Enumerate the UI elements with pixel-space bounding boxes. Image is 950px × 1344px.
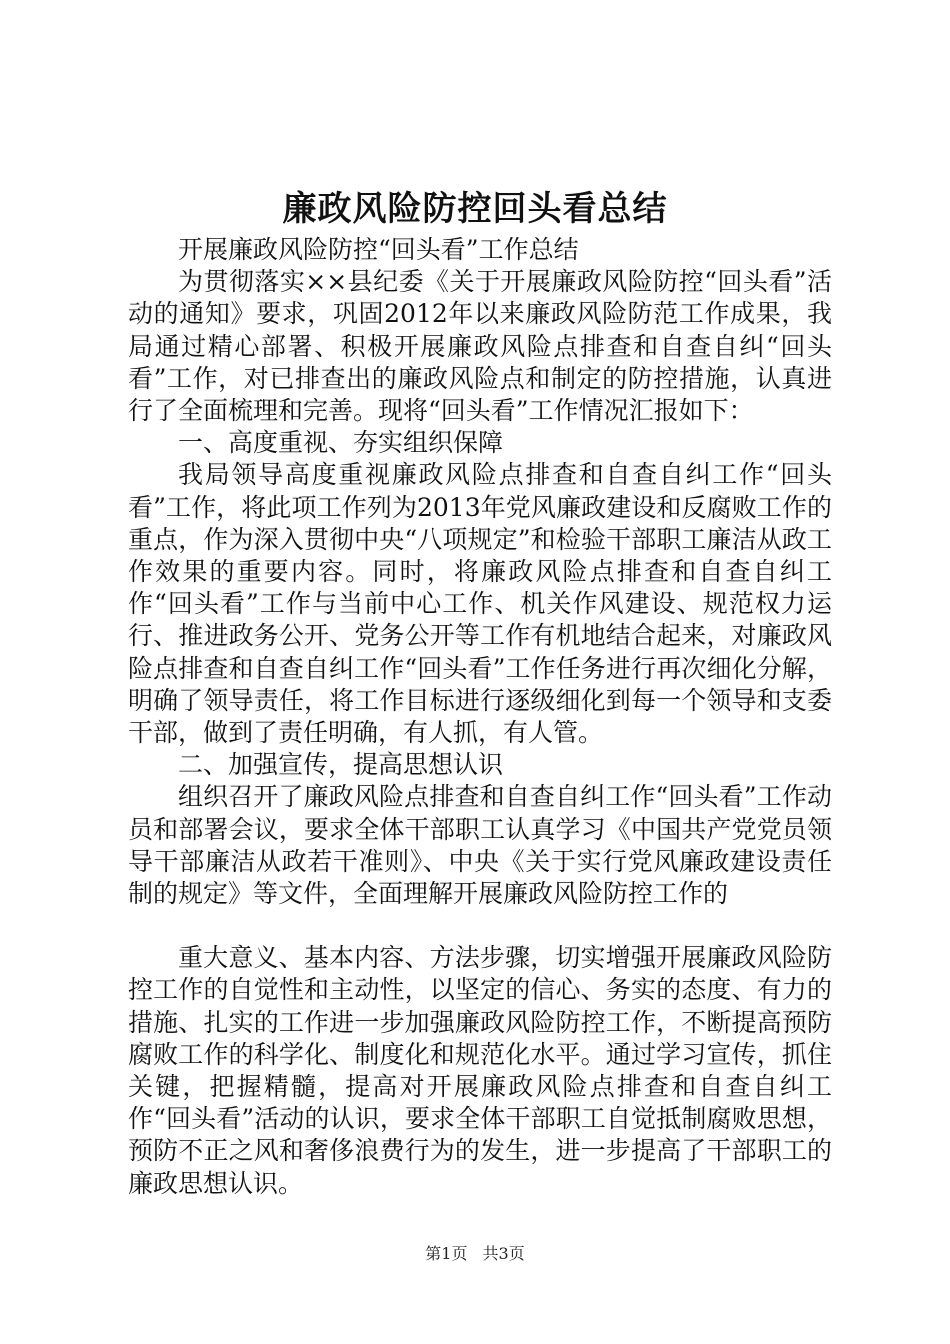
section2-heading: 二、加强宣传，提高思想认识 <box>178 750 504 780</box>
section2-paragraph-part2: 重大意义、基本内容、方法步骤，切实增强开展廉政风险防控工作的自觉性和主动性，以坚定的信心、务实的态度、有力的措施、扎实的工作进一步加强廉政风险防控工作，不断提高预防腐败工作的科学化、制度化和规范化水平。通过学习宣传，抓住关键，把握精髓，提高对开展廉政风险点排查和自查自纠工作“回头看”活动的认识，要求全体干部职工自觉抵制腐败思想，预防不正之风和奢侈浪费行为的发生，进一步提高了干部职工的廉政思想认识。 <box>128 943 832 1198</box>
section1-paragraph: 我局领导高度重视廉政风险点排查和自查自纠工作“回头看”工作，将此项工作列为2013年党风廉政建设和反腐败工作的重点，作为深入贯彻中央“八项规定”和检验干部职工廉洁从政工作效果的重要内容。同时，将廉政风险点排查和自查自纠工作“回头看”工作与当前中心工作、机关作风建设、规范权力运行、推进政务公开、党务公开等工作有机地结合起来，对廉政风险点排查和自查自纠工作“回头看”工作任务进行再次细化分解，明确了领导责任，将工作目标进行逐级细化到每一个领导和支委干部，做到了责任明确，有人抓，有人管。 <box>128 460 832 748</box>
document-body <box>128 234 832 1200</box>
document-title: 廉政风险防控回头看总结 <box>282 189 668 229</box>
section2-paragraph-part1: 组织召开了廉政风险点排查和自查自纠工作“回头看”工作动员和部署会议，要求全体干部职工认真学习《中国共产党党员领导干部廉洁从政若干准则》、中央《关于实行党风廉政建设责任制的规定》等文件，全面理解开展廉政风险防控工作的 <box>128 782 832 909</box>
intro-paragraph: 为贯彻落实××县纪委《关于开展廉政风险防控“回头看”活动的通知》要求，巩固2012年以来廉政风险防范工作成果，我局通过精心部署、积极开展廉政风险点排查和自查自纠“回头看”工作，对已排查出的廉政风险点和制定的防控措施，认真进行了全面梳理和完善。现将“回头看”工作情况汇报如下： <box>128 267 832 426</box>
page-footer <box>0 1242 950 1266</box>
document-subtitle: 开展廉政风险防控“回头看”工作总结 <box>178 235 579 264</box>
section1-heading: 一、高度重视、夯实组织保障 <box>178 428 504 458</box>
page-total: 共3页 <box>482 1244 525 1263</box>
page-number: 第1页 <box>425 1244 468 1263</box>
